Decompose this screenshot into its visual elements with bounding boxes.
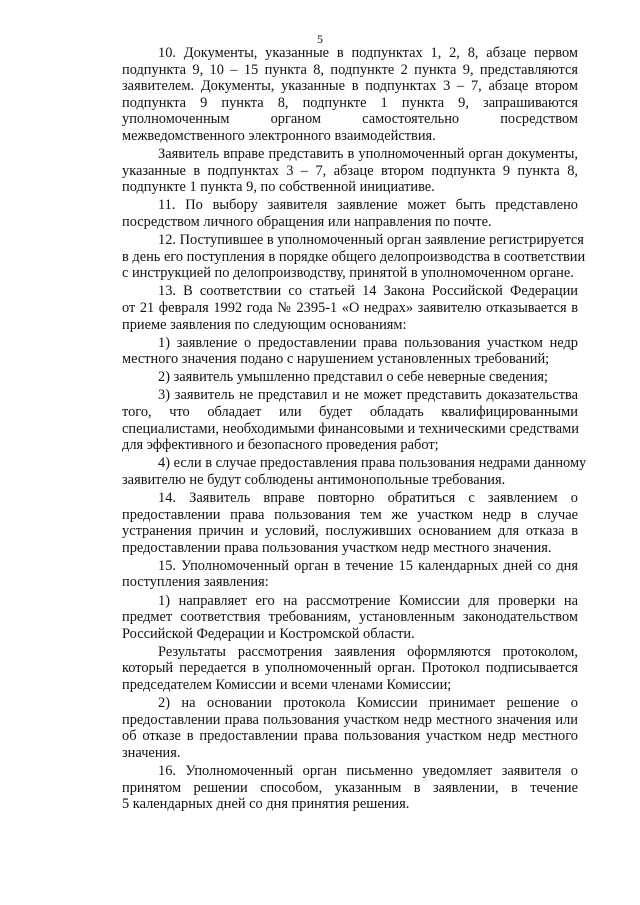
text-line: значения.	[122, 744, 181, 761]
text-line: председателем Комиссии и всеми членами Комиссии;	[122, 676, 452, 693]
text-line: специалистами, необходимыми финансовыми и техническими средствами	[122, 420, 579, 437]
paragraph	[86, 283, 578, 333]
text-line: Результаты рассмотрения заявления оформляются протоколом,	[158, 643, 578, 660]
text-line: заявителю не будут соблюдены антимонопольные требования.	[122, 471, 506, 488]
text-line: 13. В соответствии со статьей 14 Закона Российской Федерации	[158, 283, 578, 300]
text-line: 2) заявитель умышленно представил о себе неверные сведения;	[158, 369, 548, 386]
text-line: для эффективного и безопасного проведения работ;	[122, 437, 439, 454]
page-number: 5	[317, 32, 323, 46]
text-line: 4) если в случае предоставления права пользования недрами данному	[158, 455, 587, 472]
paragraph	[86, 387, 578, 453]
paragraph	[86, 455, 587, 488]
text-line: 15. Уполномоченный орган в течение 15 календарных дней со дня	[158, 557, 578, 574]
text-line: указанные в подпунктах 3 – 7, абзаце втором подпункта 9 пункта 8,	[122, 162, 578, 179]
text-line: заявителем. Документы, указанные в подпунктах 3 – 7, абзаце втором	[122, 78, 578, 95]
text-line: 1) направляет его на рассмотрение Комиссии для проверки на	[158, 592, 578, 609]
paragraph	[86, 45, 578, 145]
text-line: об отказе в предоставлении права пользования участком недр местного	[122, 728, 578, 745]
text-line: 5 календарных дней со дня принятия решения.	[122, 796, 410, 813]
text-line: в день его поступления в порядке общего делопроизводства в соответствии	[122, 248, 586, 265]
text-line: того, что обладает или будет обладать квалифицированными	[122, 403, 578, 420]
text-line: Заявитель вправе представить в уполномоченный орган документы,	[158, 146, 578, 163]
text-line: уполномоченным органом самостоятельно посредством	[122, 111, 578, 128]
text-line: 10. Документы, указанные в подпунктах 1, 2, 8, абзаце первом	[158, 45, 578, 61]
paragraph	[86, 763, 578, 813]
text-line: подпункте 1 пункта 9, по собственной инициативе.	[122, 179, 435, 196]
text-line: предоставлении права пользования участком недр местного значения или	[122, 711, 578, 728]
text-line: 14. Заявитель вправе повторно обратиться с заявлением о	[158, 489, 578, 506]
text-line: посредством личного обращения или направления по почте.	[122, 213, 492, 230]
paragraph	[86, 369, 578, 386]
text-line: межведомственного электронного взаимодействия.	[122, 127, 436, 144]
paragraph	[86, 644, 578, 694]
text-line: 11. По выбору заявителя заявление может быть представлено	[158, 197, 578, 214]
text-line: с инструкцией по делопроизводству, принятой в уполномоченном органе.	[122, 265, 574, 282]
text-line: предоставлении права пользования тем же участком недр в случае	[122, 506, 578, 523]
text-line: устранения причин и условий, послуживших основанием для отказа в	[122, 523, 578, 540]
text-line: подпункта 9 пункта 8, подпункте 1 пункта 9, запрашиваются	[122, 94, 578, 111]
paragraph	[86, 593, 578, 643]
text-line: предоставлении права пользования участком недр местного значения.	[122, 539, 552, 556]
paragraph	[86, 695, 578, 761]
text-line: 16. Уполномоченный орган письменно уведомляет заявителя о	[158, 762, 578, 779]
paragraph	[86, 232, 586, 282]
text-line: предмет соответствия требованиям, установленным законодательством	[122, 609, 578, 626]
paragraph	[86, 335, 578, 368]
text-line: принятом решении способом, указанным в заявлении, в течение	[122, 779, 578, 796]
text-line: приеме заявления по следующим основаниям:	[122, 316, 407, 333]
text-line: 2) на основании протокола Комиссии принимает решение о	[158, 695, 578, 712]
text-line: местного значения подано с нарушением установленных требований;	[122, 351, 550, 368]
text-line: подпункта 9, 10 – 15 пункта 8, подпункте 2 пункта 9, представляются	[122, 61, 578, 78]
text-line: от 21 февраля 1992 года № 2395-1 «О недрах» заявителю отказывается в	[122, 299, 578, 316]
text-line: 3) заявитель не представил и не может представить доказательства	[158, 387, 578, 404]
text-line: поступления заявления:	[122, 574, 269, 591]
document-body	[86, 45, 587, 814]
text-line: который передается в уполномоченный орган. Протокол подписывается	[122, 660, 578, 677]
paragraph	[86, 146, 578, 196]
text-line: 12. Поступившее в уполномоченный орган заявление регистрируется	[158, 232, 584, 249]
paragraph	[86, 558, 578, 591]
paragraph	[86, 490, 578, 556]
text-line: 1) заявление о предоставлении права пользования участком недр	[158, 334, 578, 351]
text-line: Российской Федерации и Костромской области.	[122, 625, 415, 642]
paragraph	[86, 197, 578, 230]
